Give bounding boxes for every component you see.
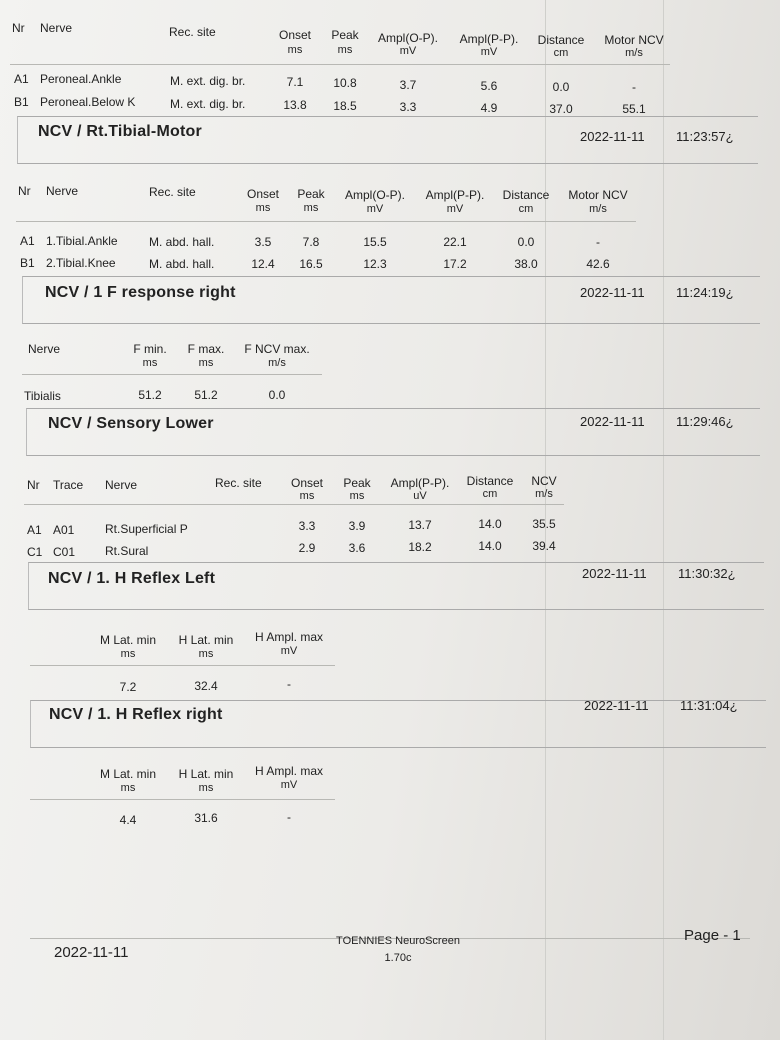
col-unit-onset: ms <box>299 490 315 502</box>
section-date: 2022-11-11 <box>582 566 647 581</box>
col-unit-f-ncv-max: m/s <box>268 357 286 369</box>
col-unit-h-ampl-max: mV <box>280 779 298 791</box>
col-header-rec-site: Rec. site <box>169 25 216 39</box>
col-header-m-lat-min: M Lat. min <box>99 633 156 647</box>
col-unit-distance: cm <box>482 488 498 500</box>
col-header-peak: Peak <box>297 187 325 201</box>
section-date: 2022-11-11 <box>580 414 645 429</box>
col-header-distance: Distance <box>502 188 550 202</box>
cell-nerve: 1.Tibial.Ankle <box>46 234 118 248</box>
col-header-nerve: Nerve <box>105 478 138 492</box>
cell-nr: A1 <box>20 234 35 248</box>
cell-motor-ncv: - <box>596 235 600 249</box>
section-title: NCV / 1. H Reflex right <box>49 706 223 723</box>
cell-onset: 12.4 <box>251 257 275 271</box>
section-title: NCV / Rt.Tibial-Motor <box>38 123 202 140</box>
cell-motor-ncv: 55.1 <box>622 102 646 116</box>
cell-nr: B1 <box>20 256 35 270</box>
header-divider <box>30 799 335 800</box>
cell-nerve: Peroneal.Ankle <box>40 72 122 86</box>
footer-software: TOENNIES NeuroScreen <box>336 935 460 947</box>
cell-nerve: Tibialis <box>24 389 61 403</box>
cell-ampl-pp: 13.7 <box>408 518 432 532</box>
col-header-h-ampl-max: H Ampl. max <box>254 764 323 778</box>
cell-nerve: 2.Tibial.Knee <box>46 256 116 270</box>
section-date: 2022-11-11 <box>584 698 649 713</box>
section-time: 11:30:32¿ <box>678 566 736 581</box>
page-number: Page - 1 <box>684 927 741 944</box>
cell-nerve: Peroneal.Below K <box>40 95 136 109</box>
cell-rec-site: M. ext. dig. br. <box>170 97 246 111</box>
cell-h-lat-min: 31.6 <box>194 811 218 825</box>
col-header-trace: Trace <box>53 478 84 492</box>
col-unit-ampl-op: mV <box>399 45 417 57</box>
cell-nr: A1 <box>27 523 42 537</box>
header-divider <box>10 64 670 65</box>
cell-nerve: Rt.Superficial P <box>105 522 188 536</box>
col-unit-ampl-op: mV <box>366 203 384 215</box>
cell-f-max: 51.2 <box>194 388 218 402</box>
cell-rec-site: M. abd. hall. <box>149 235 215 249</box>
cell-h-ampl-max: - <box>287 810 291 824</box>
cell-motor-ncv: - <box>632 80 636 94</box>
section-time: 11:29:46¿ <box>676 414 734 429</box>
col-unit-onset: ms <box>255 202 271 214</box>
col-header-rec-site: Rec. site <box>215 476 262 490</box>
col-header-ncv: NCV <box>531 474 557 488</box>
col-header-distance: Distance <box>537 33 585 47</box>
cell-nr: C1 <box>27 545 43 559</box>
footer-date: 2022-11-11 <box>54 944 129 961</box>
col-unit-ampl-pp: mV <box>480 46 498 58</box>
col-header-nr: Nr <box>27 478 40 492</box>
cell-rec-site: M. abd. hall. <box>149 257 215 271</box>
cell-onset: 7.1 <box>286 75 304 89</box>
cell-distance: 38.0 <box>514 257 538 271</box>
col-header-ampl-pp: Ampl(P-P). <box>390 476 450 490</box>
section-date: 2022-11-11 <box>580 129 645 144</box>
col-header-nerve: Nerve <box>28 342 61 356</box>
col-header-onset: Onset <box>290 476 323 490</box>
cell-m-lat-min: 4.4 <box>119 813 137 827</box>
section-title: NCV / 1 F response right <box>45 284 236 301</box>
cell-ampl-pp: 22.1 <box>443 235 467 249</box>
col-header-rec-site: Rec. site <box>149 185 196 199</box>
cell-trace: A01 <box>53 523 75 537</box>
col-header-peak: Peak <box>343 476 371 490</box>
col-unit-motor-ncv: m/s <box>625 47 643 59</box>
cell-distance: 14.0 <box>478 517 502 531</box>
col-unit-h-ampl-max: mV <box>280 645 298 657</box>
cell-peak: 18.5 <box>333 99 357 113</box>
header-divider <box>16 221 636 222</box>
col-unit-h-lat-min: ms <box>198 648 214 660</box>
col-unit-onset: ms <box>287 44 303 56</box>
footer-version: 1.70c <box>384 952 412 964</box>
cell-ncv: 35.5 <box>532 517 556 531</box>
col-unit-ampl-pp: uV <box>413 490 427 502</box>
cell-trace: C01 <box>53 545 76 559</box>
cell-h-lat-min: 32.4 <box>194 679 218 693</box>
col-header-motor-ncv: Motor NCV <box>604 33 664 47</box>
section-time: 11:24:19¿ <box>676 285 734 300</box>
cell-ampl-pp: 4.9 <box>480 101 498 115</box>
cell-onset: 2.9 <box>298 541 316 555</box>
cell-peak: 16.5 <box>299 257 323 271</box>
col-header-nerve: Nerve <box>40 21 73 35</box>
col-unit-motor-ncv: m/s <box>589 203 607 215</box>
cell-ncv: 39.4 <box>532 539 556 553</box>
col-unit-f-min: ms <box>142 357 158 369</box>
cell-ampl-op: 3.7 <box>399 78 417 92</box>
col-header-f-max: F max. <box>187 342 225 356</box>
col-header-f-min: F min. <box>133 342 167 356</box>
col-unit-m-lat-min: ms <box>120 782 136 794</box>
cell-onset: 3.3 <box>298 519 316 533</box>
col-header-f-ncv-max: F NCV max. <box>244 342 310 356</box>
col-header-distance: Distance <box>466 474 514 488</box>
header-divider <box>24 504 564 505</box>
cell-nr: A1 <box>14 72 29 86</box>
section-title: NCV / 1. H Reflex Left <box>48 570 216 587</box>
section-time: 11:23:57¿ <box>676 129 734 144</box>
cell-ampl-pp: 18.2 <box>408 540 432 554</box>
col-header-onset: Onset <box>278 28 311 42</box>
cell-peak: 3.6 <box>348 541 366 555</box>
cell-nr: B1 <box>14 95 29 109</box>
col-unit-m-lat-min: ms <box>120 648 136 660</box>
col-unit-peak: ms <box>337 44 353 56</box>
col-header-h-ampl-max: H Ampl. max <box>254 630 323 644</box>
cell-peak: 10.8 <box>333 76 357 90</box>
cell-onset: 3.5 <box>254 235 272 249</box>
cell-ampl-op: 15.5 <box>363 235 387 249</box>
col-unit-ampl-pp: mV <box>446 203 464 215</box>
section-date: 2022-11-11 <box>580 285 645 300</box>
col-header-h-lat-min: H Lat. min <box>178 767 234 781</box>
col-header-motor-ncv: Motor NCV <box>568 188 628 202</box>
cell-ampl-op: 12.3 <box>363 257 387 271</box>
cell-rec-site: M. ext. dig. br. <box>170 74 246 88</box>
cell-distance: 0.0 <box>552 80 570 94</box>
col-unit-ncv: m/s <box>535 488 553 500</box>
col-header-ampl-pp: Ampl(P-P). <box>425 188 485 202</box>
col-header-h-lat-min: H Lat. min <box>178 633 234 647</box>
col-header-peak: Peak <box>331 28 359 42</box>
col-header-m-lat-min: M Lat. min <box>99 767 156 781</box>
cell-nerve: Rt.Sural <box>105 544 149 558</box>
cell-peak: 7.8 <box>302 235 320 249</box>
cell-f-min: 51.2 <box>138 388 162 402</box>
cell-m-lat-min: 7.2 <box>119 680 137 694</box>
section-time: 11:31:04¿ <box>680 698 738 713</box>
header-divider <box>30 665 335 666</box>
cell-motor-ncv: 42.6 <box>586 257 610 271</box>
cell-onset: 13.8 <box>283 98 307 112</box>
col-unit-f-max: ms <box>198 357 214 369</box>
cell-ampl-op: 3.3 <box>399 100 417 114</box>
cell-h-ampl-max: - <box>287 677 291 691</box>
col-unit-distance: cm <box>553 47 569 59</box>
col-header-onset: Onset <box>246 187 279 201</box>
col-header-nr: Nr <box>18 184 31 198</box>
col-header-ampl-op: Ampl(O-P). <box>345 188 405 202</box>
col-header-ampl-op: Ampl(O-P). <box>378 31 438 45</box>
section-title: NCV / Sensory Lower <box>48 415 214 432</box>
col-unit-peak: ms <box>303 202 319 214</box>
cell-f-ncv-max: 0.0 <box>268 388 286 402</box>
cell-distance: 37.0 <box>549 102 573 116</box>
col-header-nerve: Nerve <box>46 184 79 198</box>
header-divider <box>22 374 322 375</box>
col-unit-h-lat-min: ms <box>198 782 214 794</box>
cell-ampl-pp: 5.6 <box>480 79 498 93</box>
col-header-ampl-pp: Ampl(P-P). <box>459 32 519 46</box>
cell-ampl-pp: 17.2 <box>443 257 467 271</box>
cell-distance: 0.0 <box>517 235 535 249</box>
col-header-nr: Nr <box>12 21 25 35</box>
cell-peak: 3.9 <box>348 519 366 533</box>
cell-distance: 14.0 <box>478 539 502 553</box>
col-unit-peak: ms <box>349 490 365 502</box>
col-unit-distance: cm <box>518 203 534 215</box>
